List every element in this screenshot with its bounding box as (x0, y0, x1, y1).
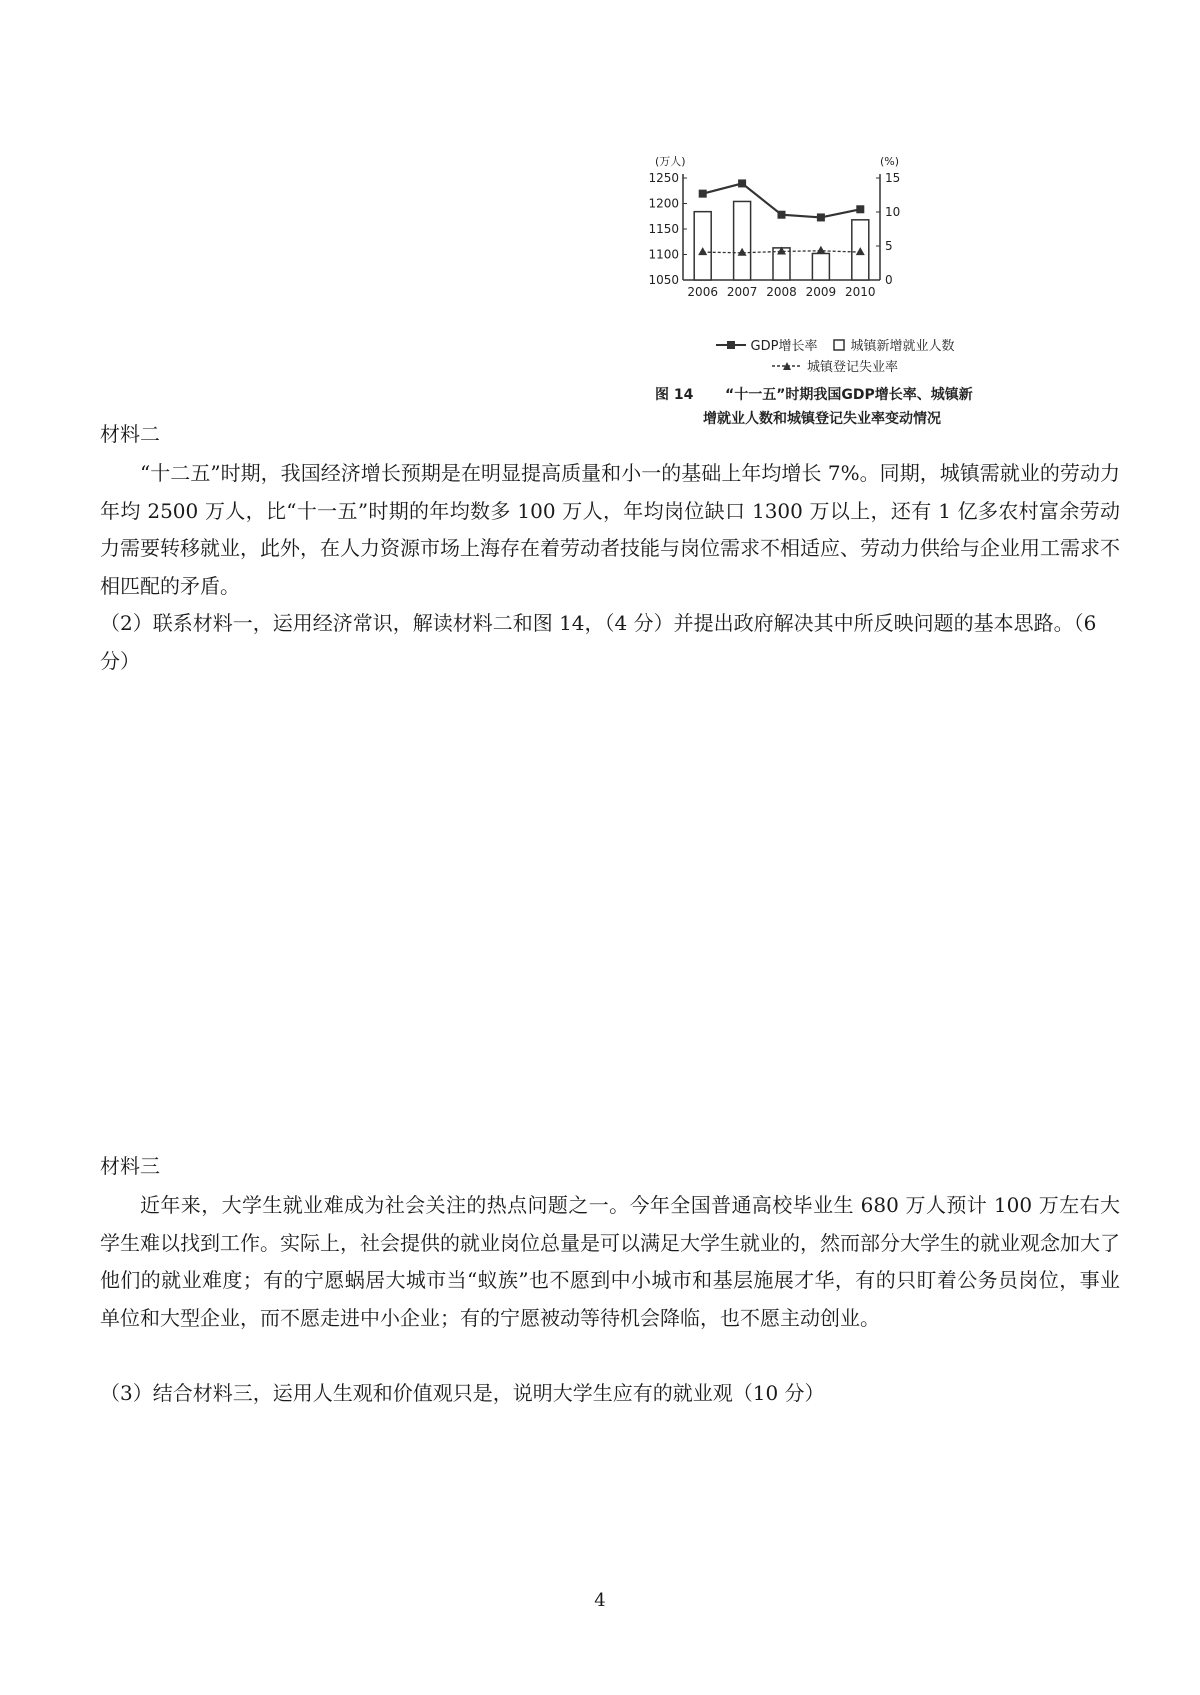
legend-jobs-label: 城镇新增就业人数 (850, 339, 955, 354)
legend-gdp-marker-icon (716, 340, 746, 350)
point-gdp-2009 (817, 213, 825, 221)
bar-jobs-2006 (694, 212, 711, 280)
material3-question: （3）结合材料三，运用人生观和价值观只是，说明大学生应有的就业观（10 分） (100, 1381, 825, 1405)
figure-14 (648, 155, 1015, 440)
right-axis-unit: (%) (880, 155, 900, 168)
left-tick-label: 1200 (648, 196, 679, 211)
left-tick-label: 1100 (648, 247, 679, 262)
page-number: 4 (594, 1590, 606, 1611)
legend-jobs (833, 335, 954, 354)
x-tick-label: 2008 (766, 285, 797, 299)
bar-jobs-2007 (734, 201, 751, 280)
x-tick-label: 2010 (845, 285, 876, 299)
left-tick-label: 1250 (648, 171, 679, 185)
legend-jobs-box-icon (833, 339, 845, 351)
figure-caption (655, 383, 1015, 431)
x-tick-label: 2009 (805, 285, 837, 299)
combo-chart (648, 155, 1015, 335)
point-unemployment-2009 (816, 246, 825, 254)
legend-gdp (716, 335, 818, 354)
caption-line-1: “十一五”时期我国GDP增长率、城镇新 (725, 387, 973, 403)
material2-question: （2）联系材料一，运用经济常识，解读材料二和图 14，（4 分）并提出政府解决其中所反映问题的基本思路。（6 分） (100, 611, 1097, 673)
left-axis-unit: (万人) (655, 155, 686, 168)
legend-unemployment-label: 城镇登记失业率 (806, 360, 898, 375)
x-tick-label: 2006 (687, 285, 718, 299)
right-tick-label: 10 (885, 205, 901, 219)
material2-heading: 材料二 (100, 422, 160, 446)
chart-legend (655, 335, 1015, 375)
legend-gdp-label: GDP增长率 (750, 339, 818, 354)
caption-number: 图 14 (655, 387, 694, 403)
point-gdp-2006 (699, 190, 707, 198)
material2-paragraph: “十二五”时期，我国经济增长预期是在明显提高质量和小一的基础上年均增长 7%。同期，城镇需就业的劳动力年均 2500 万人，比“十一五”时期的年均数多 100 万人，年均岗位缺口 1300 万以上，还有 1 亿多农村富余劳动力需要转移就业，此外，在人力资源市场上海存在着劳动者技能与岗位需求不相适应、劳动力供给与企业用工需求不相匹配的矛盾。 (100, 461, 1120, 598)
legend-unemployment (772, 356, 898, 375)
point-gdp-2008 (778, 211, 786, 219)
right-tick-label: 0 (885, 273, 893, 287)
left-tick-label: 1050 (648, 273, 679, 287)
material3-heading: 材料三 (100, 1154, 160, 1178)
bar-jobs-2009 (812, 253, 829, 280)
material3-paragraph: 近年来，大学生就业难成为社会关注的热点问题之一。今年全国普通高校毕业生 680 万人预计 100 万左右大学生难以找到工作。实际上，社会提供的就业岗位总量是可以满足大学生就业的，然而部分大学生的就业观念加大了他们的就业难度；有的宁愿蜗居大城市当“蚁族”也不愿到中小城市和基层施展才华，有的只盯着公务员岗位，事业单位和大型企业，而不愿走进中小企业；有的宁愿被动等待机会降临，也不愿主动创业。 (100, 1193, 1120, 1330)
right-tick-label: 5 (885, 239, 893, 253)
left-tick-label: 1150 (648, 222, 679, 236)
caption-line-2: 增就业人数和城镇登记失业率变动情况 (703, 411, 941, 427)
right-tick-label: 15 (885, 171, 901, 185)
point-gdp-2010 (856, 205, 864, 213)
x-tick-label: 2007 (726, 285, 758, 299)
point-gdp-2007 (738, 179, 746, 187)
legend-unemployment-marker-icon (772, 361, 802, 371)
